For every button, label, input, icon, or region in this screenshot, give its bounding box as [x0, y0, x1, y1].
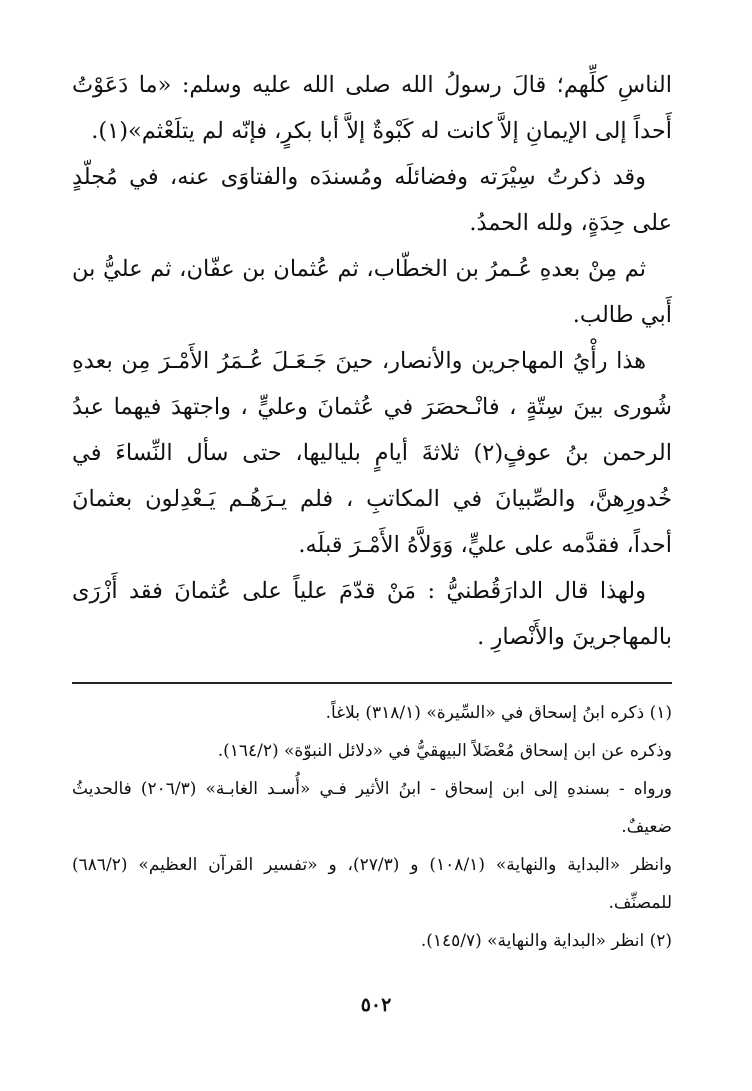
main-text: [72, 62, 672, 660]
paragraph-1: الناسِ كلِّهم؛ قالَ رسولُ الله صلى الله عليه وسلم: «ما دَعَوْتُ أَحداً إلى الإيمانِ إلاَّ كانت له كَبْوةٌ إلاَّ أبا بكرٍ، فإنّه لم يتلَعْثم»(١).: [72, 72, 672, 144]
paragraph-2: وقد ذكرتُ سِيْرَته وفضائلَه ومُسندَه والفتاوَى عنه، في مُجلّدٍ على حِدَةٍ، ولله الحمدُ.: [72, 164, 672, 236]
footnote-1-note-2: وذكره عن ابن إسحاق مُعْضَلاً البيهقيُّ في «دلائل النبوّة» (١٦٤/٢).: [217, 741, 672, 761]
footnote-divider: [72, 682, 672, 684]
paragraph-5: ولهذا قال الدارَقُطنيُّ : مَنْ قدّمَ علياً على عُثمانَ فقد أَزْرَى بالمهاجرينَ والأَنْصارِ .: [72, 578, 672, 650]
paragraph-4: هذا رأْيُ المهاجرين والأنصار، حينَ جَـعَـلَ عُـمَرُ الأَمْـرَ مِن بعدهِ شُورى بينَ سِتّةٍ ، فانْـحصَرَ في عُثمانَ وعليٍّ ، واجتهدَ فيهما عبدُ الرحمن بنُ عوفٍ(٢) ثلاثةَ أيامٍ بلياليها، حتى سأل النِّساءَ في خُدورِهنَّ، والصِّبيانَ في المكاتبِ ، فلم يـرَهُـم يَـعْدِلون بعثمانَ أحداً، فقدَّمه على عليٍّ، وَوَلاَّهُ الأَمْـرَ قبلَه.: [72, 348, 672, 558]
footnote-2: (٢) انظر «البداية والنهاية» (١٤٥/٧).: [420, 931, 672, 951]
footnotes: [72, 694, 672, 960]
footnote-1: (١) ذكره ابنُ إسحاق في «السِّيرة» (٣١٨/١) بلاغاً.: [325, 703, 672, 723]
footnote-1-note-3: ورواه - بسندهِ إلى ابن إسحاق - ابنُ الأثير فـي «أُسـد الغابـة» (٢٠٦/٣) فالحديثُ ضعيفٌ.: [72, 779, 672, 837]
paragraph-3: ثم مِنْ بعدهِ عُـمرُ بن الخطّاب، ثم عُثمان بن عفّان، ثم عليُّ بن أَبي طالب.: [72, 256, 672, 328]
page-number: ٥٠٢: [360, 994, 392, 1016]
footnote-1-note-4: وانظر «البداية والنهاية» (١٠٨/١) و (٢٧/٣)، و «تفسير القرآن العظيم» (٦٨٦/٢) للمصنِّف.: [72, 855, 673, 913]
